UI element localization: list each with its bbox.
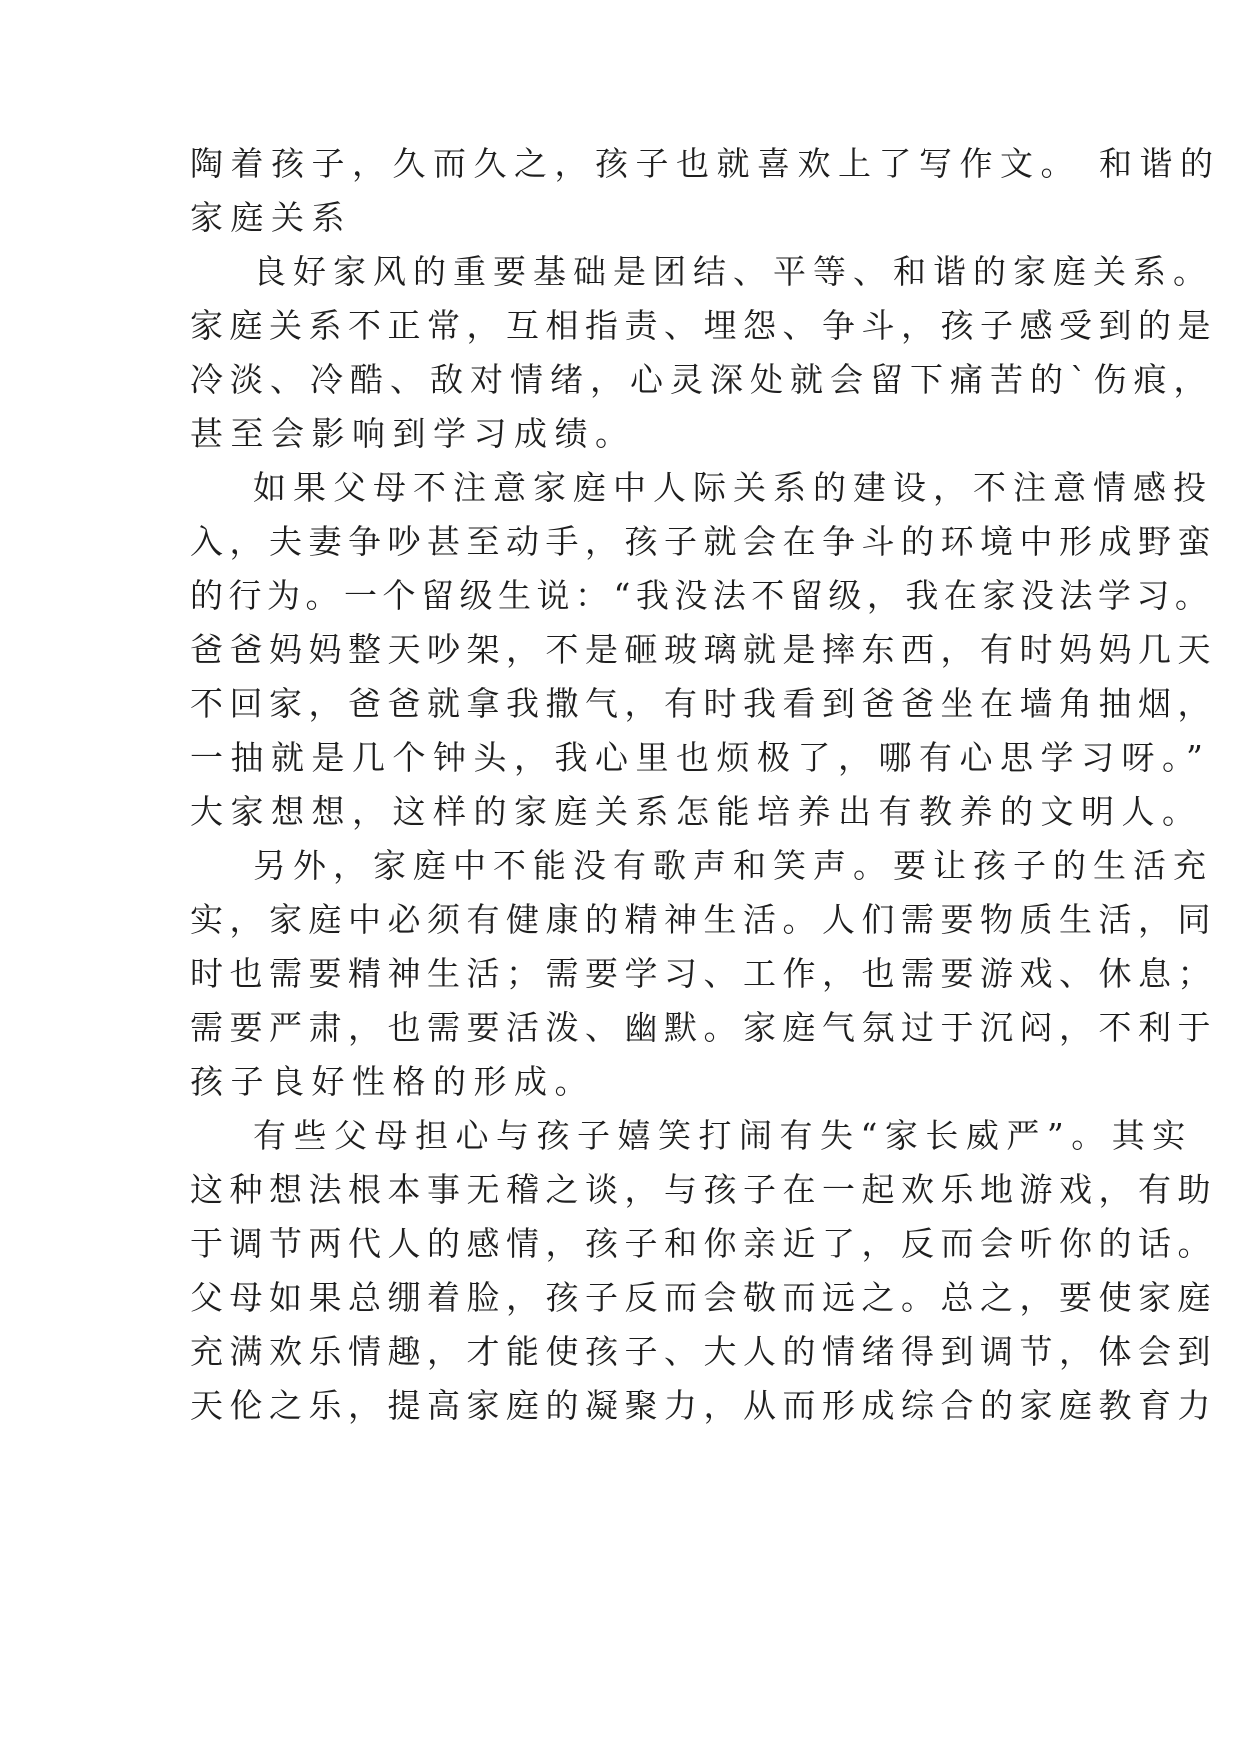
text-line: 时也需要精神生活；需要学习、工作，也需要游戏、休息；	[190, 954, 1217, 993]
paragraph-first-line: 有些父母担心与孩子嬉笑打闹有失“家长威严”。其实	[253, 1116, 1193, 1155]
paragraph-first-line: 良好家风的重要基础是团结、平等、和谐的家庭关系。	[253, 252, 1213, 291]
text-line: 不回家，爸爸就拿我撒气，有时我看到爸爸坐在墙角抽烟，	[190, 684, 1217, 723]
text-line: 于调节两代人的感情，孩子和你亲近了，反而会听你的话。	[190, 1224, 1217, 1263]
text-line: 爸爸妈妈整天吵架，不是砸玻璃就是摔东西，有时妈妈几天	[190, 630, 1217, 669]
text-line: 这种想法根本事无稽之谈，与孩子在一起欢乐地游戏，有助	[190, 1170, 1217, 1209]
text-line: 入，夫妻争吵甚至动手，孩子就会在争斗的环境中形成野蛮	[190, 522, 1217, 561]
text-line: 一抽就是几个钟头，我心里也烦极了，哪有心思学习呀。”	[190, 738, 1211, 777]
text-line: 充满欢乐情趣，才能使孩子、大人的情绪得到调节，体会到	[190, 1332, 1217, 1371]
text-line: 甚至会影响到学习成绩。	[190, 414, 636, 453]
text-line: 陶着孩子，久而久之，孩子也就喜欢上了写作文。 和谐的	[190, 144, 1221, 183]
text-line: 的行为。一个留级生说：“我没法不留级，我在家没法学习。	[190, 576, 1214, 615]
text-line: 父母如果总绷着脸，孩子反而会敬而远之。总之，要使家庭	[190, 1278, 1217, 1317]
paragraph-first-line: 另外，家庭中不能没有歌声和笑声。要让孩子的生活充	[253, 846, 1213, 885]
text-line: 家庭关系不正常，互相指责、埋怨、争斗，孩子感受到的是	[190, 306, 1217, 345]
text-line: 冷淡、冷酷、敌对情绪，心灵深处就会留下痛苦的`伤痕，	[190, 360, 1214, 399]
section-heading-line: 家庭关系	[190, 198, 352, 237]
text-line: 大家想想，这样的家庭关系怎能培养出有教养的文明人。	[190, 792, 1203, 831]
text-line: 孩子良好性格的形成。	[190, 1062, 595, 1101]
text-line: 需要严肃，也需要活泼、幽默。家庭气氛过于沉闷，不利于	[190, 1008, 1217, 1047]
text-line: 实，家庭中必须有健康的精神生活。人们需要物质生活，同	[190, 900, 1217, 939]
text-line: 天伦之乐，提高家庭的凝聚力，从而形成综合的家庭教育力	[190, 1386, 1217, 1425]
paragraph-first-line: 如果父母不注意家庭中人际关系的建设，不注意情感投	[253, 468, 1213, 507]
